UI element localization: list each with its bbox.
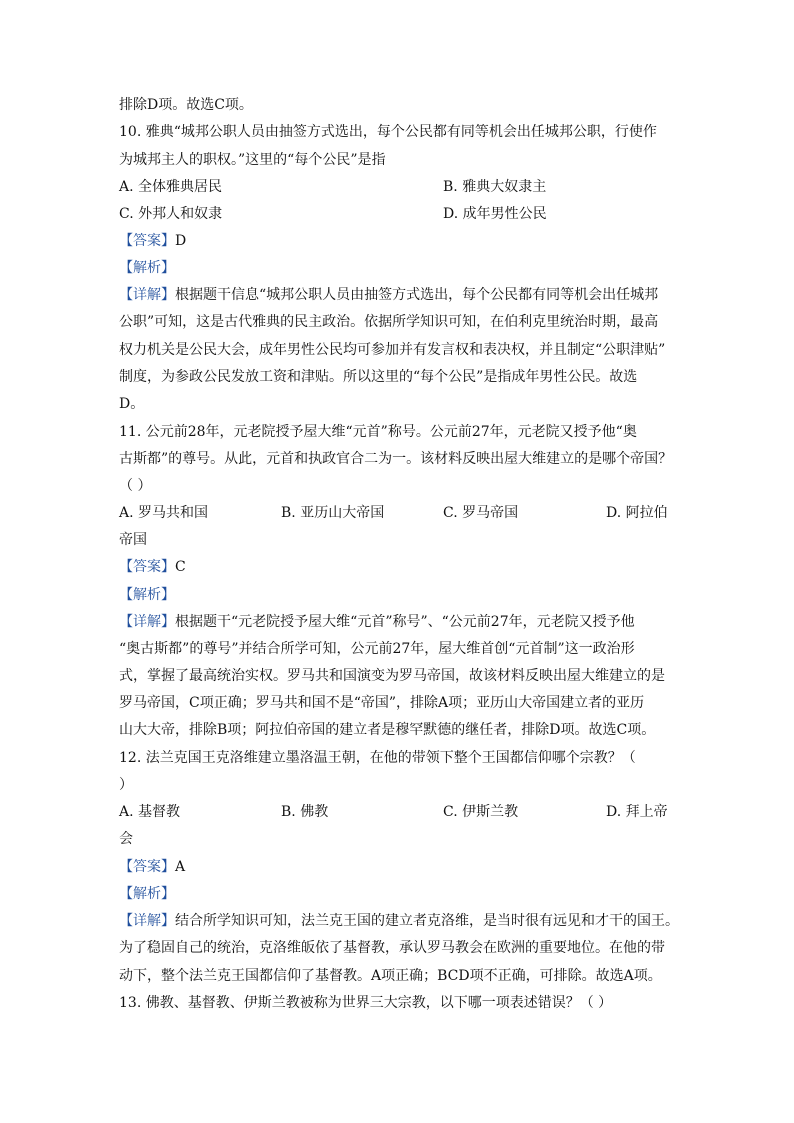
- question-10-stem-cont: 为城邦主人的职权。”这里的“每个公民”是指: [119, 152, 386, 168]
- question-11-stem: 11. 公元前28年，元老院授予屋大维“元首”称号。公元前27年，元老院又授予他“奥: [119, 424, 637, 440]
- explanation-line: 权力机关是公民大会，成年男性公民均可参加并有发言权和表决权，并且制定“公职津贴”: [119, 342, 666, 358]
- question-11-explanation: [119, 613, 635, 631]
- explanation-line: 为了稳固自己的统治，克洛维皈依了基督教，承认罗马教会在欧洲的重要地位。在他的带: [119, 940, 665, 956]
- explanation-line: 式，掌握了最高统治实权。罗马共和国演变为罗马帝国，故该材料反映出屋大维建立的是: [119, 668, 665, 684]
- explanation-text: 根据题干“元老院授予屋大维“元首”称号”、“公元前27年，元老院又授予他: [175, 614, 635, 630]
- question-12-stem: 12. 法兰克国王克洛维建立墨洛温王朝，在他的带领下整个王国都信仰哪个宗教？（: [119, 750, 636, 766]
- question-12-option-d-cont: 会: [119, 831, 133, 847]
- question-12-option-d: D. 拜上帝: [606, 804, 668, 820]
- question-12-answer: [119, 858, 185, 876]
- analysis-tag: 【解析】: [119, 260, 175, 276]
- analysis-tag: 【解析】: [119, 886, 175, 902]
- answer-value: D: [175, 233, 187, 249]
- question-10-answer: [119, 232, 186, 250]
- question-12-option-c: C. 伊斯兰教: [443, 804, 519, 820]
- question-10-option-b: B. 雅典大奴隶主: [443, 179, 547, 195]
- question-10-stem: 10. 雅典“城邦公职人员由抽签方式选出，每个公民都有同等机会出任城邦公职，行使作: [119, 124, 657, 140]
- explanation-line: D。: [119, 396, 145, 412]
- question-10-option-c: C. 外邦人和奴隶: [119, 206, 223, 222]
- explanation-tag: 【详解】: [119, 287, 175, 303]
- explanation-line: 罗马帝国，C项正确；罗马共和国不是“帝国”，排除A项；亚历山大帝国建立者的亚历: [119, 695, 645, 711]
- explanation-line: 制度，为参政公民发放工资和津贴。所以这里的“每个公民”是指成年男性公民。故选: [119, 369, 638, 385]
- explanation-tag: 【详解】: [119, 913, 175, 929]
- question-11-option-d: D. 阿拉伯: [606, 505, 668, 521]
- question-11-option-a: A. 罗马共和国: [119, 505, 209, 521]
- question-11-answer: [119, 558, 186, 576]
- question-10-option-d: D. 成年男性公民: [443, 206, 547, 222]
- analysis-tag: 【解析】: [119, 587, 175, 603]
- question-13-stem: 13. 佛教、基督教、伊斯兰教被称为世界三大宗教，以下哪一项表述错误？（ ）: [119, 995, 613, 1011]
- explanation-line: 山大大帝，排除B项；阿拉伯帝国的建立者是穆罕默德的继任者，排除D项。故选C项。: [119, 722, 656, 738]
- question-12-stem-cont: ）: [119, 777, 133, 793]
- answer-tag: 【答案】: [119, 859, 175, 875]
- question-11-option-c: C. 罗马帝国: [443, 505, 519, 521]
- question-11-option-b: B. 亚历山大帝国: [281, 505, 385, 521]
- question-11-option-d-cont: 帝国: [119, 532, 147, 548]
- explanation-line: “奥古斯都”的尊号”并结合所学可知，公元前27年，屋大维首创“元首制”这一政治形: [119, 641, 635, 657]
- explanation-tag: 【详解】: [119, 614, 175, 630]
- explanation-text: 根据题干信息“城邦公职人员由抽签方式选出，每个公民都有同等机会出任城邦: [175, 287, 659, 303]
- text-line: 排除D项。故选C项。: [119, 97, 253, 113]
- question-11-stem-cont: 古斯都”的尊号。从此，元首和执政官合二为一。该材料反映出屋大维建立的是哪个帝国？: [119, 451, 673, 467]
- answer-value: A: [175, 859, 186, 875]
- question-10-explanation: [119, 286, 658, 304]
- answer-value: C: [175, 559, 186, 575]
- explanation-line: 动下，整个法兰克王国都信仰了基督教。A项正确；BCD项不正确，可排除。故选A项。: [119, 968, 662, 984]
- question-10-option-a: A. 全体雅典居民: [119, 179, 223, 195]
- question-11-blank: （ ）: [119, 478, 152, 494]
- answer-tag: 【答案】: [119, 559, 175, 575]
- explanation-line: 公职”可知，这是古代雅典的民主政治。依据所学知识可知，在伯利克里统治时期，最高: [119, 314, 659, 330]
- question-12-option-b: B. 佛教: [281, 804, 329, 820]
- explanation-text: 结合所学知识可知，法兰克王国的建立者克洛维，是当时很有远见和才干的国王。: [175, 913, 679, 929]
- answer-tag: 【答案】: [119, 233, 175, 249]
- question-12-explanation: [119, 912, 679, 930]
- question-12-option-a: A. 基督教: [119, 804, 181, 820]
